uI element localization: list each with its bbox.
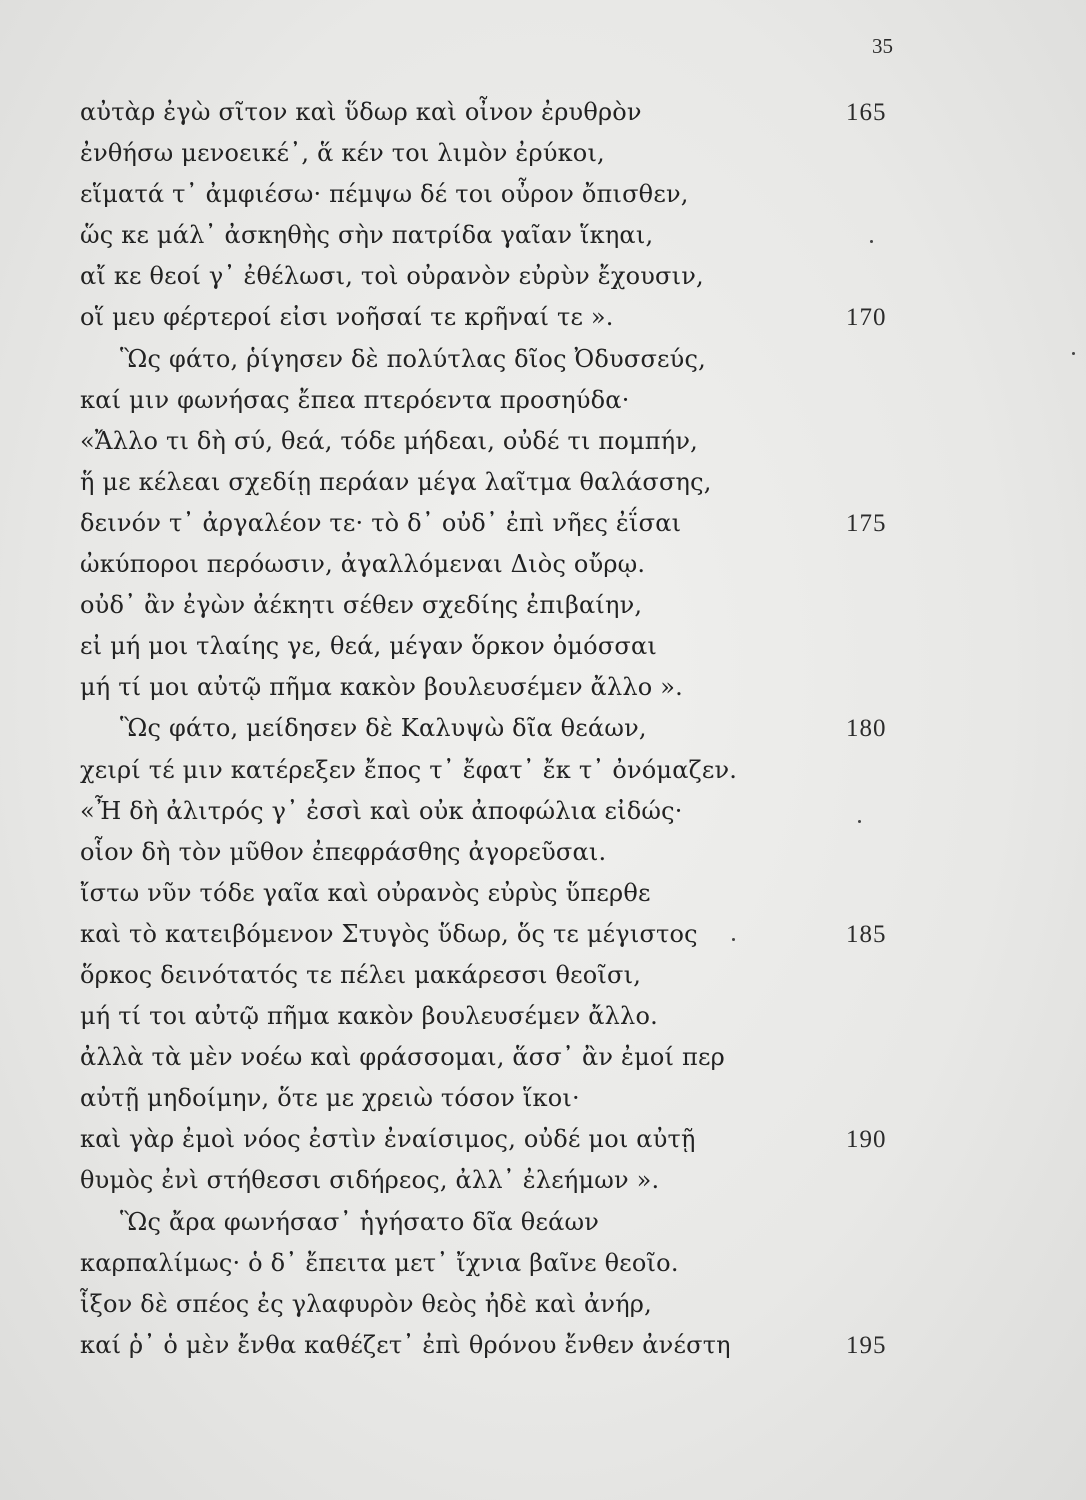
speck-mark [732, 938, 735, 941]
verse-text: χειρί τέ μιν κατέρεξεν ἔπος τ᾽ ἔφατ᾽ ἔκ τ᾽ ὀνόμαζεν. [80, 755, 738, 784]
verse-line [0, 1284, 1086, 1325]
verse-text: «Ἄλλο τι δὴ σύ, θεά, τόδε μήδεαι, οὐδέ τι πομπήν, [80, 426, 698, 455]
verse-text: καί ῥ᾽ ὁ μὲν ἔνθα καθέζετ᾽ ἐπὶ θρόνου ἔνθεν ἀνέστη [80, 1330, 731, 1359]
verse-text: Ὣς φάτο, ῥίγησεν δὲ πολύτλας δῖος Ὀδυσσεύς, [120, 344, 706, 373]
verse-text: ὠκύποροι περόωσιν, ἀγαλλόμεναι Διὸς οὔρῳ. [80, 550, 646, 579]
verse-text: ἥ με κέλεαι σχεδίῃ περάαν μέγα λαῖτμα θαλάσσης, [80, 467, 712, 496]
verse-text: ἐνθήσω μενοεικέ᾽, ἅ κέν τοι λιμὸν ἐρύκοι, [80, 139, 605, 168]
line-number: 165 [846, 99, 887, 126]
verse-line [0, 1325, 1086, 1366]
verse-line [0, 174, 1086, 215]
verse-text: οὐδ᾽ ἂν ἐγὼν ἀέκητι σέθεν σχεδίης ἐπιβαίην, [80, 591, 643, 620]
verse-line [0, 1078, 1086, 1119]
verse-line [0, 955, 1086, 996]
verse-text: εἰ μή μοι τλαίης γε, θεά, μέγαν ὅρκον ὀμόσσαι [80, 632, 658, 661]
verse-text: καὶ τὸ κατειβόμενον Στυγὸς ὕδωρ, ὅς τε μέγιστος [80, 919, 698, 948]
verse-text: μή τί μοι αὐτῷ πῆμα κακὸν βουλευσέμεν ἄλλο ». [80, 673, 683, 702]
verse-line [0, 873, 1086, 914]
verse-block [0, 92, 1086, 1366]
verse-text: αἴ κε θεοί γ᾽ ἐθέλωσι, τοὶ οὐρανὸν εὐρὺν ἔχουσιν, [80, 262, 704, 291]
verse-line [0, 544, 1086, 585]
verse-line [0, 585, 1086, 626]
verse-line [0, 380, 1086, 421]
speck-mark [858, 820, 861, 823]
line-number: 195 [846, 1331, 887, 1359]
verse-text: καί μιν φωνήσας ἔπεα πτερόεντα προσηύδα· [80, 385, 630, 414]
verse-line [0, 914, 1086, 955]
speck-mark [870, 240, 873, 243]
verse-text: Ὣς ἄρα φωνήσασ᾽ ἡγήσατο δῖα θεάων [120, 1207, 600, 1236]
verse-line [0, 667, 1086, 708]
verse-line [0, 215, 1086, 256]
verse-line [0, 421, 1086, 462]
verse-line [0, 1037, 1086, 1078]
verse-text: καρπαλίμως· ὁ δ᾽ ἔπειτα μετ᾽ ἴχνια βαῖνε θεοῖο. [80, 1248, 679, 1277]
verse-line [0, 503, 1086, 544]
verse-line [0, 133, 1086, 174]
verse-line [0, 462, 1086, 503]
verse-text: ὥς κε μάλ᾽ ἀσκηθὴς σὴν πατρίδα γαῖαν ἵκηαι, [80, 221, 654, 250]
verse-line [0, 339, 1086, 380]
verse-text: καὶ γὰρ ἐμοὶ νόος ἐστὶν ἐναίσιμος, οὐδέ μοι αὐτῇ [80, 1125, 696, 1154]
line-number: 180 [846, 715, 887, 743]
verse-line [0, 996, 1086, 1037]
speck-mark [1072, 352, 1075, 355]
verse-line [0, 297, 1086, 338]
verse-text: ὅρκος δεινότατός τε πέλει μακάρεσσι θεοῖσι, [80, 960, 642, 989]
line-number: 190 [846, 1126, 887, 1154]
verse-text: οἵ μευ φέρτεροί εἰσι νοῆσαί τε κρῆναί τε ». [80, 303, 614, 332]
verse-line [0, 626, 1086, 667]
verse-line [0, 1119, 1086, 1160]
verse-text: ἷξον δὲ σπέος ἐς γλαφυρὸν θεὸς ἠδὲ καὶ ἀνήρ, [80, 1289, 652, 1318]
verse-text: μή τί τοι αὐτῷ πῆμα κακὸν βουλευσέμεν ἄλλο. [80, 1002, 658, 1031]
verse-line [0, 832, 1086, 873]
verse-text: «Ἦ δὴ ἀλιτρός γ᾽ ἐσσὶ καὶ οὐκ ἀποφώλια εἰδώς· [80, 796, 683, 825]
verse-line [0, 256, 1086, 297]
verse-text: ἀλλὰ τὰ μὲν νοέω καὶ φράσσομαι, ἅσσ᾽ ἂν ἐμοί περ [80, 1043, 725, 1072]
line-number: 170 [846, 304, 887, 332]
verse-line [0, 1202, 1086, 1243]
verse-text: αὐτῇ μηδοίμην, ὅτε με χρειὼ τόσον ἵκοι· [80, 1084, 580, 1113]
page-number: 35 [872, 34, 893, 58]
line-number: 185 [846, 920, 887, 948]
verse-line [0, 1243, 1086, 1284]
verse-line [0, 1160, 1086, 1201]
verse-line [0, 92, 1086, 133]
line-number: 175 [846, 509, 887, 537]
verse-text: δεινόν τ᾽ ἀργαλέον τε· τὸ δ᾽ οὐδ᾽ ἐπὶ νῆες ἐΐσαι [80, 508, 682, 537]
verse-text: ἴστω νῦν τόδε γαῖα καὶ οὐρανὸς εὐρὺς ὕπερθε [80, 878, 651, 907]
verse-text: αὐτὰρ ἐγὼ σῖτον καὶ ὕδωρ καὶ οἶνον ἐρυθρὸν [80, 98, 642, 126]
verse-line [0, 750, 1086, 791]
verse-line [0, 791, 1086, 832]
verse-text: θυμὸς ἐνὶ στήθεσσι σιδήρεος, ἀλλ᾽ ἐλεήμων ». [80, 1166, 660, 1195]
verse-text: Ὣς φάτο, μείδησεν δὲ Καλυψὼ δῖα θεάων, [120, 714, 647, 743]
verse-text: εἵματά τ᾽ ἀμφιέσω· πέμψω δέ τοι οὖρον ὄπισθεν, [80, 180, 689, 209]
verse-line [0, 708, 1086, 749]
verse-text: οἷον δὴ τὸν μῦθον ἐπεφράσθης ἀγορεῦσαι. [80, 837, 607, 866]
